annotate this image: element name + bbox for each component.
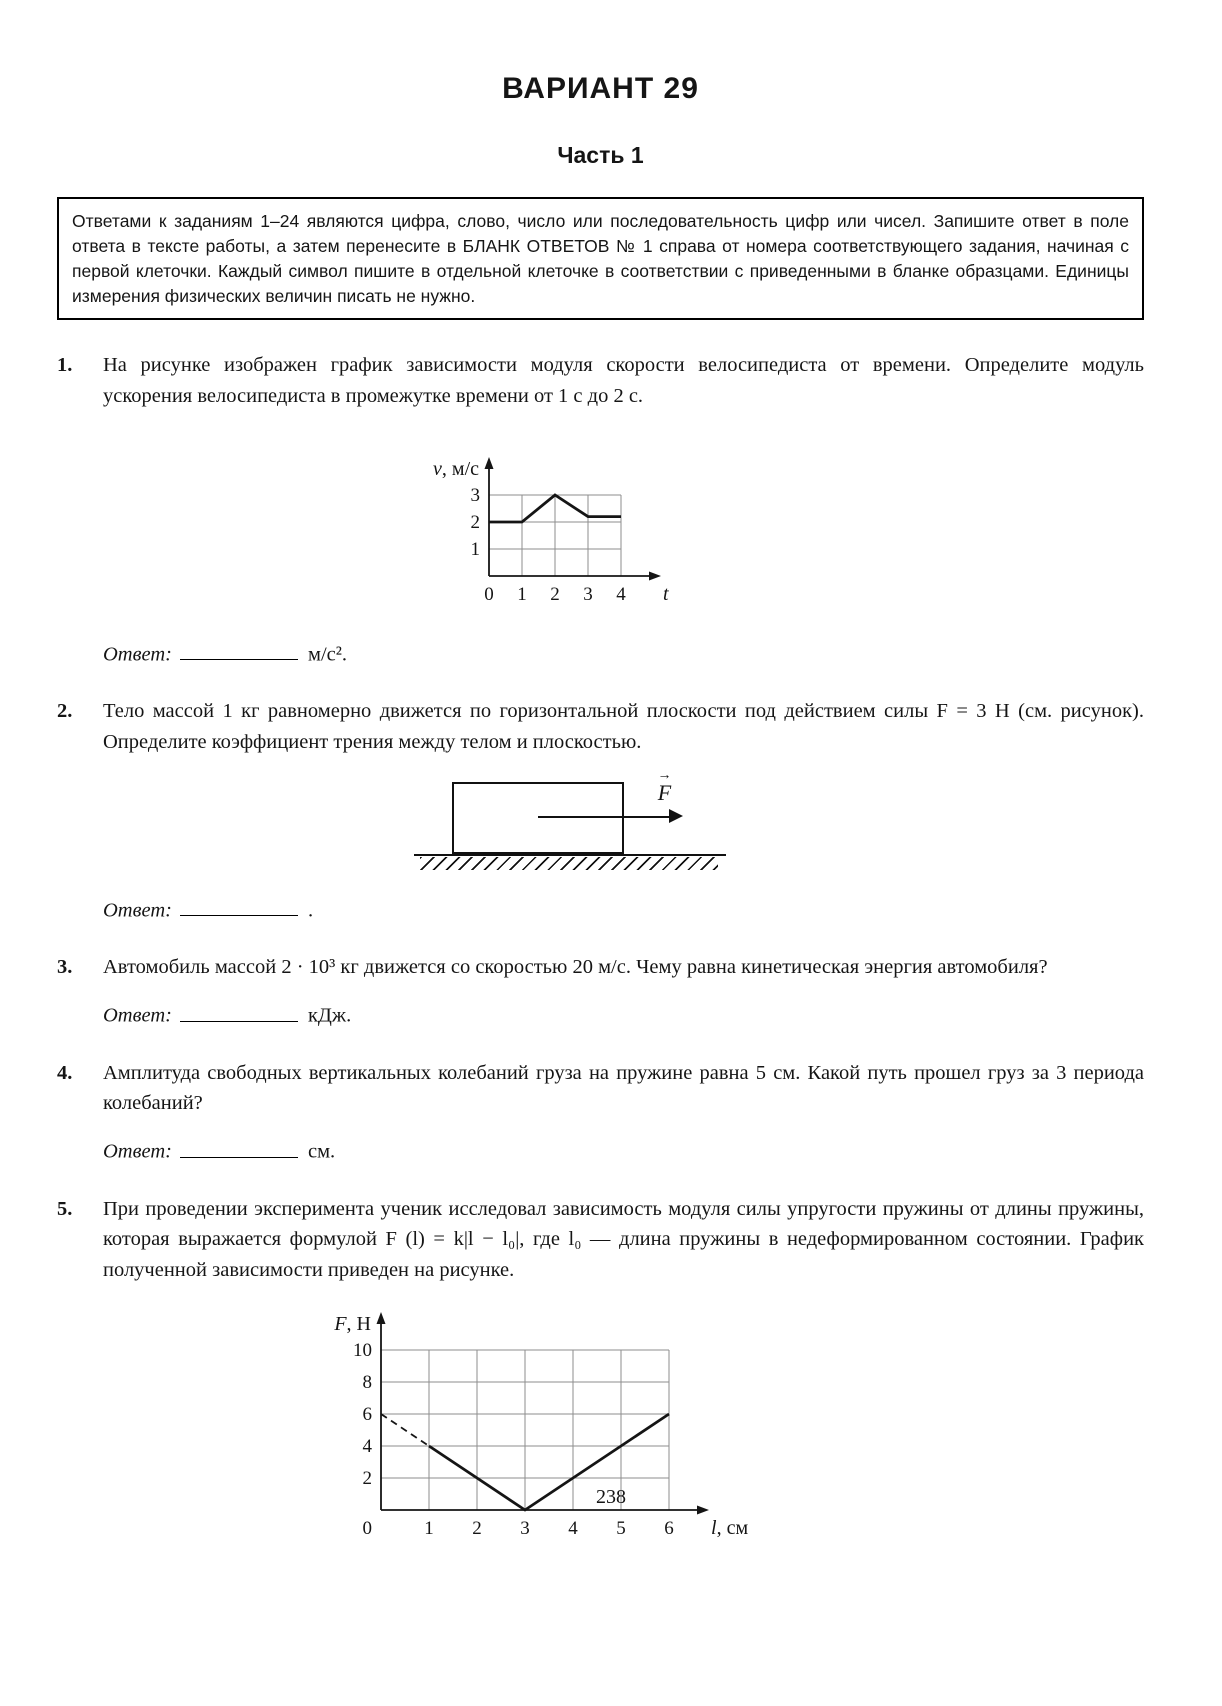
task-3-number: 3. <box>57 956 73 979</box>
answer-blank <box>180 896 298 917</box>
task-1 <box>57 350 1144 412</box>
force-arrow <box>538 816 670 819</box>
svg-text:0: 0 <box>484 583 494 605</box>
svg-text:t: t <box>663 582 669 605</box>
svg-text:1: 1 <box>470 538 480 560</box>
answer-blank <box>180 1137 298 1158</box>
answer-blank <box>180 1001 298 1022</box>
task-5-number: 5. <box>57 1197 73 1220</box>
answer-unit: м/с². <box>307 643 348 666</box>
svg-text:v, м/с: v, м/с <box>433 457 479 480</box>
svg-text:F, Н: F, Н <box>333 1312 371 1335</box>
task-4 <box>57 1058 1144 1120</box>
block-force-diagram <box>414 767 744 878</box>
answer-label: Ответ: <box>103 1140 172 1163</box>
task-4-number: 4. <box>57 1061 73 1084</box>
answer-label: Ответ: <box>103 643 172 666</box>
answer-label: Ответ: <box>103 899 172 922</box>
force-label <box>657 767 672 805</box>
svg-text:3: 3 <box>470 484 480 506</box>
task-4-text: Амплитуда свободных вертикальных колебаний груза на пружине равна 5 см. Какой путь прошел груз за 3 периода колебаний? <box>103 1061 1144 1115</box>
answer-row-3 <box>103 1001 1144 1028</box>
task-3-text: Автомобиль массой 2 · 10³ кг движется со скоростью 20 м/с. Чему равна кинетическая энергия автомобиля? <box>103 956 1048 979</box>
task-1-number: 1. <box>57 354 73 377</box>
answer-label: Ответ: <box>103 1004 172 1027</box>
svg-text:5: 5 <box>615 1517 626 1539</box>
svg-text:4: 4 <box>567 1517 578 1539</box>
page-number: 238 <box>596 1486 626 1508</box>
svg-text:10: 10 <box>352 1339 372 1361</box>
task-1-text: На рисунке изображен график зависимости модуля скорости велосипедиста от времени. Определите модуль ускорения велосипедиста в промежутке времени от 1 с до 2 с. <box>103 354 1144 408</box>
svg-text:2: 2 <box>362 1467 372 1489</box>
svg-text:0: 0 <box>362 1517 372 1539</box>
svg-text:1: 1 <box>423 1517 434 1539</box>
answer-unit: . <box>307 899 314 922</box>
page-title: ВАРИАНТ 29 <box>502 72 699 105</box>
svg-text:6: 6 <box>663 1517 674 1539</box>
svg-text:6: 6 <box>362 1403 372 1425</box>
task-3 <box>57 952 1144 983</box>
svg-text:3: 3 <box>583 583 593 605</box>
vector-arrow-icon: → <box>657 767 672 783</box>
speed-time-chart <box>57 424 1144 622</box>
svg-text:2: 2 <box>470 511 480 533</box>
answer-row-1 <box>103 640 1144 667</box>
task-2-number: 2. <box>57 700 73 723</box>
svg-text:2: 2 <box>471 1517 482 1539</box>
svg-text:3: 3 <box>519 1517 530 1539</box>
answer-row-4 <box>103 1137 1144 1164</box>
force-symbol: F <box>657 779 672 805</box>
instructions-box: Ответами к заданиям 1–24 являются цифра, слово, число или последовательность цифр или чисел. Запишите ответ в поле ответа в тексте работы, а затем перенесите в БЛАНК ОТВЕТОВ № 1 справа от номера соответствующего задания, начиная с первой клеточки. Каждый символ пишите в отдельной клеточке в соответствии с приведенными в бланке образцами. Единицы измерения физических величин писать не нужно. <box>57 197 1144 320</box>
answer-row-2 <box>103 896 1144 923</box>
speed-time-graph <box>411 424 706 622</box>
task-5-text: При проведении эксперимента ученик исследовал зависимость модуля силы упругости пружины от длины пружины, которая выражается формулой F (l) = k|l − l₀|, где l₀ — длина пружины в недеформированном состоянии. График полученной зависимости приведен на рисунке. <box>103 1197 1144 1282</box>
answer-unit: см. <box>307 1140 336 1163</box>
task-5 <box>57 1194 1144 1286</box>
task-2 <box>57 696 1144 758</box>
svg-text:4: 4 <box>362 1435 372 1457</box>
answer-blank <box>180 640 298 661</box>
svg-text:l, см: l, см <box>710 1516 748 1539</box>
svg-text:1: 1 <box>517 583 527 605</box>
ground-line <box>414 854 726 856</box>
svg-text:4: 4 <box>616 583 626 605</box>
task-2-text: Тело массой 1 кг равномерно движется по горизонтальной плоскости под действием силы F = 3 Н (см. рисунок). Определите коэффициент трения между телом и плоскостью. <box>103 700 1144 754</box>
part-title: Часть 1 <box>557 142 644 168</box>
answer-unit: кДж. <box>307 1004 352 1027</box>
svg-text:8: 8 <box>362 1371 372 1393</box>
svg-text:2: 2 <box>550 583 560 605</box>
ground-hatching <box>420 857 718 870</box>
